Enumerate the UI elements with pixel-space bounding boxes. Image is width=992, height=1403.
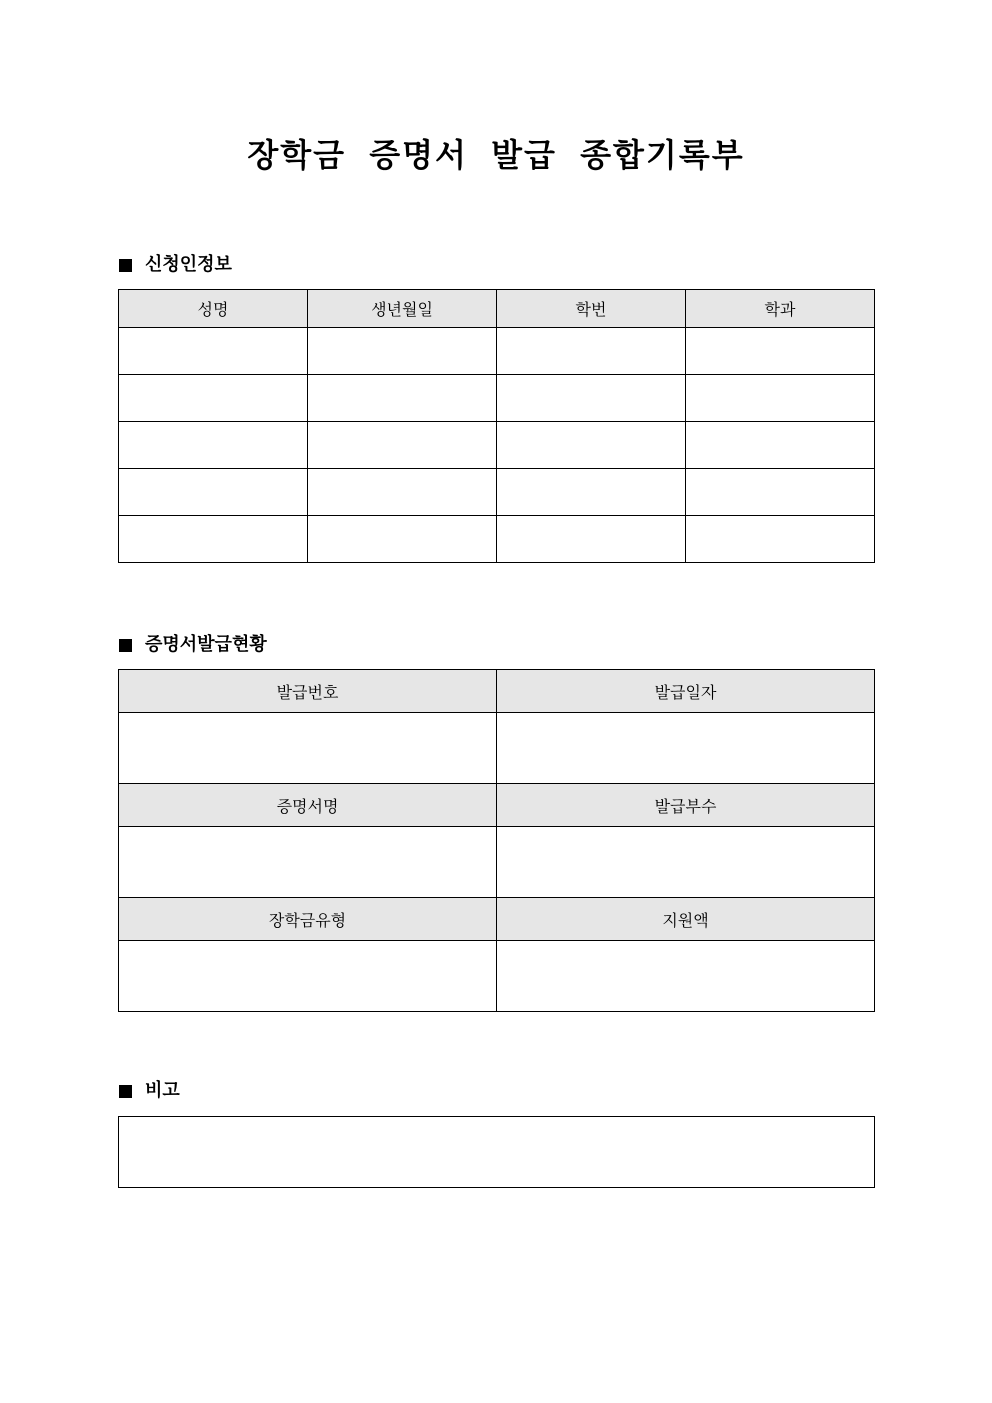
student-id-cell[interactable] bbox=[497, 422, 686, 469]
name-cell[interactable] bbox=[119, 422, 308, 469]
table-header-row bbox=[119, 784, 875, 827]
birthdate-cell[interactable] bbox=[308, 328, 497, 375]
label-copies: 발급부수 bbox=[497, 784, 875, 827]
copies-cell[interactable] bbox=[497, 827, 875, 898]
issuance-status-table bbox=[118, 669, 875, 1012]
name-cell[interactable] bbox=[119, 469, 308, 516]
table-row bbox=[119, 516, 875, 563]
birthdate-cell[interactable] bbox=[308, 516, 497, 563]
department-cell[interactable] bbox=[686, 328, 875, 375]
table-row bbox=[119, 469, 875, 516]
section-heading-notes bbox=[119, 1079, 180, 1103]
table-header-row bbox=[119, 290, 875, 328]
student-id-cell[interactable] bbox=[497, 516, 686, 563]
table-row bbox=[119, 422, 875, 469]
issue-date-cell[interactable] bbox=[497, 713, 875, 784]
table-header-row bbox=[119, 898, 875, 941]
department-cell[interactable] bbox=[686, 375, 875, 422]
table-row bbox=[119, 1117, 875, 1188]
certificate-name-cell[interactable] bbox=[119, 827, 497, 898]
issue-number-cell[interactable] bbox=[119, 713, 497, 784]
page-title: 장학금 증명서 발급 종합기록부 bbox=[247, 136, 745, 174]
birthdate-cell[interactable] bbox=[308, 422, 497, 469]
notes-table bbox=[118, 1116, 875, 1188]
notes-cell[interactable] bbox=[119, 1117, 875, 1188]
label-certificate-name: 증명서명 bbox=[119, 784, 497, 827]
department-cell[interactable] bbox=[686, 422, 875, 469]
birthdate-cell[interactable] bbox=[308, 469, 497, 516]
department-cell[interactable] bbox=[686, 516, 875, 563]
scholarship-type-cell[interactable] bbox=[119, 941, 497, 1012]
section-heading-applicant bbox=[119, 253, 232, 277]
column-header-department: 학과 bbox=[686, 290, 875, 328]
birthdate-cell[interactable] bbox=[308, 375, 497, 422]
table-row bbox=[119, 827, 875, 898]
table-row bbox=[119, 941, 875, 1012]
label-scholarship-type: 장학금유형 bbox=[119, 898, 497, 941]
section-heading-label: 증명서발급현황 bbox=[145, 634, 267, 655]
table-row bbox=[119, 375, 875, 422]
column-header-student-id: 학번 bbox=[497, 290, 686, 328]
square-bullet-icon bbox=[119, 1085, 132, 1098]
column-header-name: 성명 bbox=[119, 290, 308, 328]
square-bullet-icon bbox=[119, 639, 132, 652]
column-header-birthdate: 생년월일 bbox=[308, 290, 497, 328]
student-id-cell[interactable] bbox=[497, 469, 686, 516]
section-heading-issuance bbox=[119, 633, 267, 657]
section-heading-label: 신청인정보 bbox=[145, 254, 232, 275]
table-header-row bbox=[119, 670, 875, 713]
student-id-cell[interactable] bbox=[497, 328, 686, 375]
name-cell[interactable] bbox=[119, 328, 308, 375]
student-id-cell[interactable] bbox=[497, 375, 686, 422]
label-support-amount: 지원액 bbox=[497, 898, 875, 941]
label-issue-date: 발급일자 bbox=[497, 670, 875, 713]
applicant-info-table bbox=[118, 289, 875, 563]
support-amount-cell[interactable] bbox=[497, 941, 875, 1012]
table-row bbox=[119, 713, 875, 784]
name-cell[interactable] bbox=[119, 516, 308, 563]
section-heading-label: 비고 bbox=[145, 1080, 180, 1101]
table-row bbox=[119, 328, 875, 375]
label-issue-number: 발급번호 bbox=[119, 670, 497, 713]
name-cell[interactable] bbox=[119, 375, 308, 422]
department-cell[interactable] bbox=[686, 469, 875, 516]
square-bullet-icon bbox=[119, 259, 132, 272]
